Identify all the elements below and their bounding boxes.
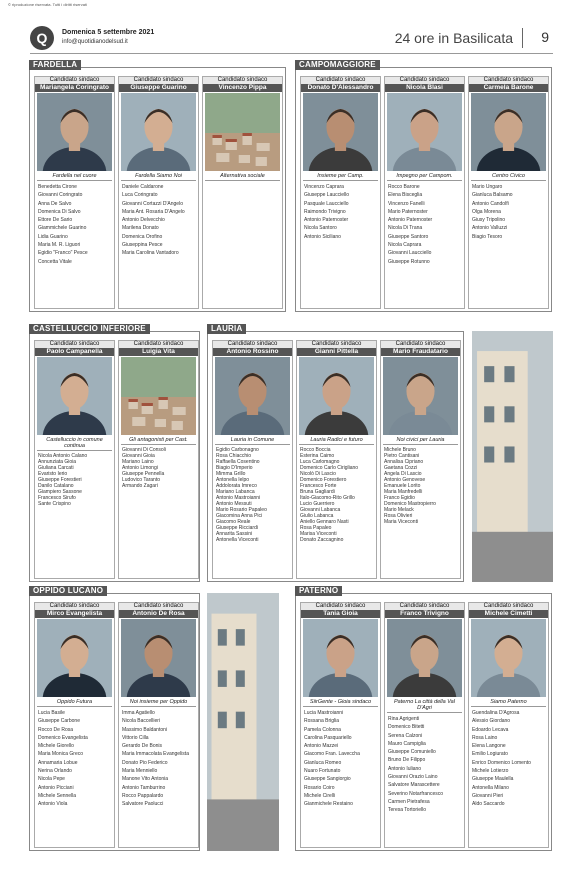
- candidate-card: [468, 602, 549, 848]
- candidate-name: Vincenzo Pippa: [203, 84, 282, 92]
- list-item: Esterina Caimo: [300, 453, 335, 459]
- list-item: Gianmichele Restaino: [304, 801, 353, 808]
- candidate-photo: [215, 357, 290, 435]
- member-list: [35, 181, 114, 268]
- member-list: [35, 451, 114, 509]
- list-item: Elena Bisceglia: [388, 192, 423, 199]
- member-list: [297, 445, 376, 545]
- candidate-name: Giuseppe Guarino: [119, 84, 198, 92]
- list-item: Antonio Viola: [38, 801, 68, 808]
- header-divider: [522, 28, 523, 48]
- list-item: Antonio Paternoster: [388, 217, 433, 224]
- candidate-photo: [387, 619, 462, 697]
- list-item: Marilena Donato: [122, 225, 159, 232]
- list-item: Mimma Grillo: [216, 471, 246, 477]
- member-list: [385, 713, 464, 817]
- list-item: Rossana Briglia: [304, 718, 340, 725]
- list-item: Pamela Colonna: [304, 726, 341, 733]
- candidate-name: Gianni Pittella: [297, 348, 376, 356]
- candidate-photo: [37, 93, 112, 171]
- list-item: Giuseppina Pesce: [122, 242, 163, 249]
- contact-email[interactable]: info@quotidianodelsud.it: [62, 39, 128, 45]
- section-castelluccio-inferiore: [29, 324, 200, 582]
- list-item: Giuseppe Comuniello: [388, 749, 436, 756]
- section-fardella: [29, 60, 286, 312]
- list-item: Addolorata Imreco: [216, 483, 257, 489]
- list-item: Biagio D'Imperio: [216, 465, 253, 471]
- list-item: Ettore De Sario: [38, 217, 73, 224]
- list-item: Nicola Caprara: [388, 242, 422, 249]
- list-item: Giovanni Cortazzi D'Angelo: [122, 200, 183, 207]
- list-item: Mario Melack: [384, 507, 414, 513]
- list-item: Ludovico Taranto: [122, 477, 160, 483]
- list-item: Guendalina D'Agrosa: [472, 710, 520, 716]
- list-item: Biagio Tesoro: [472, 233, 503, 240]
- list-item: Manone Vito Antonia: [122, 776, 169, 783]
- list-item: Michele Sennella: [38, 792, 77, 799]
- member-list: [301, 181, 380, 243]
- list-item: Antonio Valluzzi: [472, 225, 508, 232]
- party-name: Lauria Radici e futuro: [299, 436, 374, 445]
- list-item: Rina Agrigenti: [388, 716, 420, 722]
- list-item: Giampiero Sassone: [38, 489, 82, 495]
- list-item: Bruna Gagliardi: [300, 489, 335, 495]
- list-item: Antonio Mazzei: [304, 743, 339, 750]
- list-item: Edoardo Lecava: [472, 726, 509, 733]
- candidate-photo: [121, 619, 196, 697]
- list-item: Giacomo Fran. Laveccha: [304, 751, 360, 758]
- list-item: Donato Pio Federico: [122, 759, 168, 766]
- list-item: Pietro Cantisani: [384, 453, 420, 459]
- list-item: Concetta Vitale: [38, 258, 72, 265]
- candidate-name: Franco Trivigno: [385, 610, 464, 618]
- list-item: Giuseppe Sangiorgio: [304, 776, 351, 783]
- list-item: Nicola Baccellieri: [122, 718, 161, 725]
- candidate-card: [34, 76, 115, 309]
- list-item: Michele Bruno: [384, 447, 416, 453]
- candidate-label: Candidato sindaco: [297, 341, 376, 348]
- list-item: Mario Paternoster: [388, 208, 428, 215]
- candidate-name: Mirco Evangelista: [35, 610, 114, 618]
- list-item: Elena Langone: [472, 743, 506, 750]
- section-oppido-lucano: [29, 586, 200, 851]
- list-item: Aldo Saccardo: [472, 801, 505, 808]
- list-item: Domenica Di Salvo: [38, 208, 81, 215]
- list-item: Nicola Santoro: [304, 225, 337, 232]
- list-item: Rocco Barone: [388, 184, 420, 190]
- list-item: Bruno De Filippo: [388, 757, 426, 764]
- party-name: Lauria in Comune: [215, 436, 290, 445]
- list-item: Giuseppe Maulella: [472, 776, 514, 783]
- list-item: Italo-Giacomo-Rito Grillo: [300, 495, 355, 501]
- candidate-label: Candidato sindaco: [301, 77, 380, 84]
- party-name: Alternativa sociale: [205, 172, 280, 181]
- list-item: Gianluca Balsamo: [472, 192, 513, 199]
- list-item: Giovanni Labanca: [300, 507, 341, 513]
- candidate-photo: [37, 619, 112, 697]
- list-item: Domenica Orofino: [122, 233, 163, 240]
- list-item: Lucio Guerriero: [300, 501, 335, 507]
- party-name: Oppido Futura: [37, 698, 112, 707]
- list-item: Lucia Basile: [38, 710, 65, 716]
- list-item: Gerardo De Bonis: [122, 743, 163, 750]
- list-item: Maria Immacolata Evangelista: [122, 751, 189, 758]
- list-item: Lucia Mastroianni: [304, 710, 344, 716]
- list-item: Angela Di Lascio: [384, 471, 422, 477]
- list-item: Domenico Bitetti: [388, 724, 425, 731]
- list-item: Benedetta Cirone: [38, 184, 77, 190]
- list-item: Salvatore Paolucci: [122, 801, 164, 808]
- section-title: CASTELLUCCIO INFERIORE: [29, 324, 150, 334]
- candidate-photo: [121, 93, 196, 171]
- member-list: [381, 445, 460, 527]
- list-item: Giusy Tripolino: [472, 217, 506, 224]
- list-item: Giovanni Di Consoli: [122, 447, 166, 453]
- list-item: Armando Zagari: [122, 483, 158, 489]
- candidate-label: Candidato sindaco: [381, 341, 460, 348]
- candidate-label: Candidato sindaco: [203, 77, 282, 84]
- member-list: [119, 707, 198, 811]
- list-item: Enrico Domenico Lomento: [472, 759, 531, 766]
- party-name: Fardella Siamo Noi: [121, 172, 196, 181]
- list-item: Nicola Antonio Calano: [38, 453, 88, 459]
- candidate-label: Candidato sindaco: [469, 603, 548, 610]
- candidate-card: [468, 76, 549, 309]
- candidate-card: [118, 602, 199, 848]
- candidate-photo: [205, 93, 280, 171]
- list-item: Giulio Labanca: [300, 513, 334, 519]
- member-list: [469, 707, 548, 811]
- list-item: Carmen Pietrafesa: [388, 798, 430, 805]
- list-item: Antonio Tamburrino: [122, 784, 166, 791]
- member-list: [469, 181, 548, 243]
- list-item: Antonella Ielpo: [216, 477, 250, 483]
- member-list: [35, 707, 114, 811]
- list-item: Rocco Pappalardo: [122, 792, 164, 799]
- section-title: PATERNO: [295, 586, 342, 596]
- list-item: Gianluca Romeo: [304, 759, 342, 766]
- list-item: Antonio Delvecchio: [122, 217, 165, 224]
- candidate-card: [34, 602, 115, 848]
- list-item: Serena Calzoni: [388, 732, 423, 739]
- list-item: Giovanni Coringrato: [38, 192, 83, 199]
- list-item: Antonio Paternoster: [304, 217, 349, 224]
- candidate-card: [34, 340, 115, 579]
- candidate-card: [212, 340, 293, 579]
- issue-date: Domenica 5 settembre 2021: [62, 29, 155, 36]
- list-item: Aniello Gennaro Nasti: [300, 519, 349, 525]
- list-item: Giuseppe Ricciardi: [216, 525, 258, 531]
- party-name: Insieme per Camp.: [303, 172, 378, 181]
- candidate-photo: [471, 619, 546, 697]
- candidate-photo: [303, 619, 378, 697]
- list-item: Maria Ant. Rosaria D'Angelo: [122, 208, 185, 215]
- list-item: Raffaella Cosentino: [216, 459, 260, 465]
- party-name: Fardella nel cuore: [37, 172, 112, 181]
- list-item: Maria Menniello: [122, 768, 158, 775]
- candidate-name: Michele Cimetti: [469, 610, 548, 618]
- list-item: Mariano Labanca: [216, 489, 255, 495]
- member-list: [385, 181, 464, 268]
- candidate-name: Carmela Barone: [469, 84, 548, 92]
- candidate-photo: [299, 357, 374, 435]
- street-photo: [207, 593, 279, 851]
- list-item: Giuseppe Laucciello: [304, 192, 350, 199]
- list-item: Mario Rosario Papaleo: [216, 507, 267, 513]
- list-item: Luca Carlomagno: [300, 459, 340, 465]
- candidate-name: Antonio De Rosa: [119, 610, 198, 618]
- list-item: Giacomina Anna Pici: [216, 513, 263, 519]
- list-item: Antonio Messuti: [216, 501, 252, 507]
- list-item: Giuseppe Forestieri: [38, 477, 82, 483]
- candidate-name: Mariangela Coringrato: [35, 84, 114, 92]
- list-item: Giuseppe Carbone: [38, 718, 80, 725]
- list-item: Mariano Laino: [122, 459, 154, 465]
- list-item: Antonio Candolfi: [472, 200, 509, 207]
- list-item: Nicolò Di Lascio: [300, 471, 336, 477]
- list-item: Gaetana Cozzi: [384, 465, 418, 471]
- party-name: Noi civici per Lauria: [383, 436, 458, 445]
- list-item: Mauro Campiglia: [388, 740, 426, 747]
- party-name: Centro Civico: [471, 172, 546, 181]
- candidate-photo: [387, 93, 462, 171]
- section-lauria: [207, 324, 464, 582]
- list-item: Marisa Viceconti: [300, 531, 337, 537]
- list-item: Anna De Salvo: [38, 200, 72, 207]
- section-title: FARDELLA: [29, 60, 81, 70]
- list-item: Michele Cirelli: [304, 792, 336, 799]
- list-item: Vincenzo Fanelli: [388, 200, 425, 207]
- list-item: Teresa Tortoriello: [388, 807, 426, 814]
- candidate-label: Candidato sindaco: [213, 341, 292, 348]
- candidate-photo: [121, 357, 196, 435]
- list-item: Donato Zaccagnino: [300, 537, 344, 543]
- list-item: Salvatore Marascettere: [388, 782, 440, 789]
- list-item: Francesco Sirufo: [38, 495, 76, 501]
- list-item: Nuaro Fortunato: [304, 768, 341, 775]
- list-item: Annamaria Lobue: [38, 759, 78, 766]
- section-title: OPPIDO LUCANO: [29, 586, 107, 596]
- candidate-photo: [37, 357, 112, 435]
- candidate-label: Candidato sindaco: [385, 77, 464, 84]
- list-item: Giacomo Reale: [216, 519, 251, 525]
- list-item: Vittorio Cilla: [122, 734, 149, 741]
- list-item: Nicola Pepe: [38, 776, 65, 783]
- candidate-card: [300, 76, 381, 309]
- list-item: Olga Morena: [472, 208, 501, 215]
- list-item: Antonio Picciani: [38, 784, 74, 791]
- candidate-name: Tania Gioia: [301, 610, 380, 618]
- list-item: Evaristo Ierio: [38, 471, 68, 477]
- candidate-photo: [471, 93, 546, 171]
- list-item: Danilo Catalano: [38, 483, 74, 489]
- list-item: Emanuele Lorito: [384, 483, 421, 489]
- candidate-label: Candidato sindaco: [119, 603, 198, 610]
- list-item: Maria Viceconti: [384, 519, 419, 525]
- list-item: Annarita Sassini: [216, 531, 253, 537]
- candidate-label: Candidato sindaco: [469, 77, 548, 84]
- list-item: Carolina Pasquariello: [304, 734, 352, 741]
- list-item: Annalisa Cipriano: [384, 459, 424, 465]
- list-item: Francesco Forte: [300, 483, 337, 489]
- list-item: Alessio Giordano: [472, 718, 511, 725]
- list-item: Lidia Guarino: [38, 233, 68, 240]
- list-item: Maria Manfredelli: [384, 489, 423, 495]
- candidate-label: Candidato sindaco: [119, 77, 198, 84]
- candidate-card: [384, 602, 465, 848]
- list-item: Maria M. R. Liguori: [38, 242, 81, 249]
- party-name: SiirGente - Gioia sindaco: [303, 698, 378, 707]
- list-item: Giuliana Carcati: [38, 465, 74, 471]
- section-title: CAMPOMAGGIORE: [295, 60, 380, 70]
- candidate-label: Candidato sindaco: [35, 341, 114, 348]
- list-item: Daniele Caldarone: [122, 184, 164, 190]
- list-item: Antonella Milano: [472, 784, 509, 791]
- list-item: Rosario Coiro: [304, 784, 335, 791]
- candidate-card: [118, 340, 199, 579]
- list-item: Pasquale Laucciello: [304, 200, 349, 207]
- list-item: Giuseppe Rotunno: [388, 258, 430, 265]
- list-item: Sante Crispino: [38, 501, 71, 507]
- list-item: Giovanni Laucciello: [388, 250, 432, 257]
- list-item: Domenico Mastropierro: [384, 501, 436, 507]
- list-item: Egidio "Franco" Pesce: [38, 250, 88, 257]
- list-item: Giovanni Gioia: [122, 453, 155, 459]
- candidate-name: Mario Fraudatario: [381, 348, 460, 356]
- list-item: Vincenzo Caprara: [304, 184, 344, 190]
- candidate-card: [202, 76, 283, 309]
- list-item: Rosa Laino: [472, 734, 498, 741]
- list-item: Massimo Baldantoni: [122, 726, 168, 733]
- list-item: Antonio Mastroianni: [216, 495, 261, 501]
- list-item: Rocco De Rosa: [38, 726, 74, 733]
- list-item: Domenico Carlo Cirigliano: [300, 465, 359, 471]
- section-campomaggiore: [295, 60, 552, 312]
- list-item: Franco Egidio: [384, 495, 415, 501]
- list-item: Giammichele Guarino: [38, 225, 87, 232]
- list-item: Michele Lotierzo: [472, 768, 509, 775]
- list-item: Egidio Carbonagno: [216, 447, 259, 453]
- list-item: Giovanni Orazio Laino: [388, 774, 438, 781]
- party-name: Impegno per Campom.: [387, 172, 462, 181]
- list-item: Annunziata Gioia: [38, 459, 77, 465]
- list-item: Domenico Forestiero: [300, 477, 347, 483]
- copyright-note: © riproduzione riservata. Tutti i diritti riservati: [8, 2, 87, 7]
- candidate-card: [384, 76, 465, 309]
- section-paterno: [295, 586, 552, 851]
- candidate-card: [380, 340, 461, 579]
- candidate-label: Candidato sindaco: [35, 603, 114, 610]
- candidate-name: Luigia Vita: [119, 348, 198, 356]
- member-list: [119, 445, 198, 491]
- list-item: Rosa Chiacchio: [216, 453, 252, 459]
- party-name: Siamo Paterno: [471, 698, 546, 707]
- party-name: Gli antagonisti per Cast.: [121, 436, 196, 445]
- list-item: Michele Giorello: [38, 743, 74, 750]
- page-number: 9: [541, 29, 549, 45]
- list-item: Antonio Iuliano: [388, 765, 422, 772]
- list-item: Antonio Siciliano: [304, 233, 341, 240]
- page-header: [30, 26, 553, 54]
- party-name: Noi insieme per Oppido: [121, 698, 196, 707]
- list-item: Rosa Olivieri: [384, 513, 413, 519]
- list-item: Rocco Boccia: [300, 447, 331, 453]
- list-item: Mario Ungaro: [472, 184, 503, 190]
- list-item: Luca Coringrato: [122, 192, 158, 199]
- member-list: [119, 181, 198, 260]
- candidate-name: Paolo Campanella: [35, 348, 114, 356]
- list-item: Maria Carolina Vantadoro: [122, 250, 179, 257]
- candidate-label: Candidato sindaco: [119, 341, 198, 348]
- party-name: Paterno La città della Val D'Agri: [387, 698, 462, 713]
- candidate-label: Candidato sindaco: [301, 603, 380, 610]
- member-list: [213, 445, 292, 545]
- candidate-card: [300, 602, 381, 848]
- list-item: Antonio Limongi: [122, 465, 158, 471]
- candidate-card: [296, 340, 377, 579]
- section-title: LAURIA: [207, 324, 246, 334]
- member-list: [301, 707, 380, 811]
- list-item: Emilio Logiurato: [472, 751, 508, 758]
- list-item: Nicola Di Trana: [388, 225, 423, 232]
- candidate-name: Nicola Blasi: [385, 84, 464, 92]
- candidate-photo: [303, 93, 378, 171]
- candidate-card: [118, 76, 199, 309]
- candidate-label: Candidato sindaco: [385, 603, 464, 610]
- member-list: [203, 181, 282, 185]
- candidate-name: Antonio Rossino: [213, 348, 292, 356]
- list-item: Giuseppe Pennella: [122, 471, 165, 477]
- list-item: Domenico Evangelista: [38, 734, 88, 741]
- list-item: Giuseppe Santoro: [388, 233, 429, 240]
- list-item: Maria Monica Greco: [38, 751, 84, 758]
- party-name: Castelluccio in comune continua: [37, 436, 112, 451]
- candidate-photo: [383, 357, 458, 435]
- newspaper-logo: Q: [30, 26, 54, 50]
- list-item: Giovanni Pieri: [472, 792, 504, 799]
- candidate-name: Donato D'Alessandro: [301, 84, 380, 92]
- section-name: 24 ore in Basilicata: [394, 30, 513, 46]
- list-item: Nerina Orlando: [38, 768, 72, 775]
- list-item: Severino Notarfrancesco: [388, 790, 444, 797]
- list-item: Antonella Viceconti: [216, 537, 259, 543]
- list-item: Raimondo Trivigno: [304, 208, 346, 215]
- list-item: Rosa Papaleo: [300, 525, 332, 531]
- candidate-label: Candidato sindaco: [35, 77, 114, 84]
- list-item: Antonio Genovese: [384, 477, 426, 483]
- street-photo: [472, 331, 553, 582]
- list-item: Imma Agatiello: [122, 710, 155, 716]
